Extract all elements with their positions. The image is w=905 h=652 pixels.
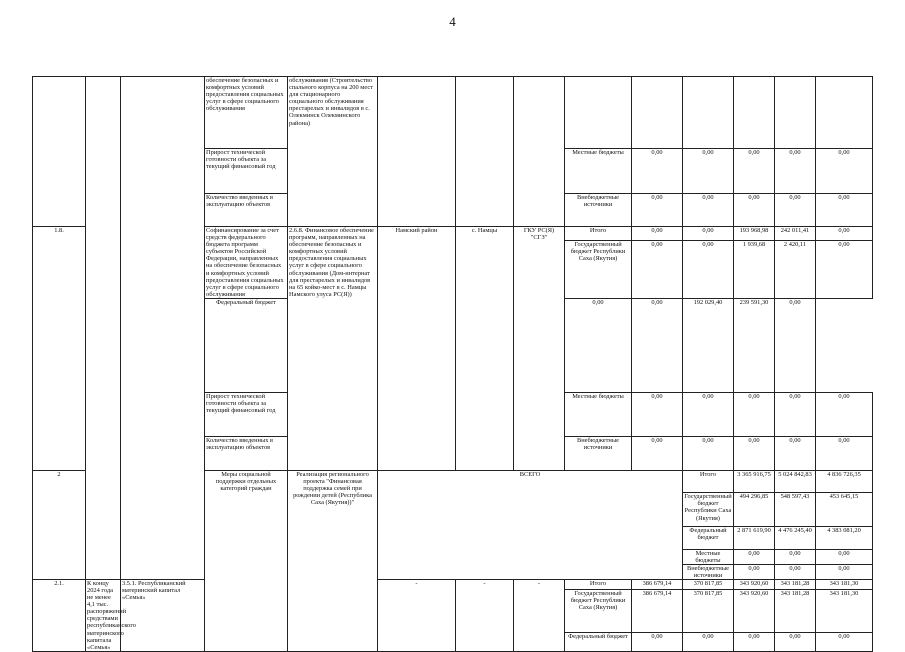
value-cell: 0,00 — [775, 549, 816, 564]
value-cell: 193 968,98 — [734, 227, 775, 241]
total-all-label: ВСЕГО — [378, 470, 683, 579]
source-label: Федеральный бюджет — [565, 632, 632, 651]
value-cell: 2 871 619,90 — [734, 527, 775, 549]
value-cell: 0,00 — [632, 436, 683, 470]
source-label: Федеральный бюджет — [683, 527, 734, 549]
value-cell: 2 420,11 — [775, 240, 816, 298]
value-cell: 0,00 — [816, 549, 873, 564]
source-label: Итого — [565, 227, 632, 241]
source-empty — [565, 77, 632, 149]
value-cell: 343 920,60 — [734, 579, 775, 589]
value-cell: 0,00 — [683, 632, 734, 651]
value-cell: 0,00 — [683, 436, 734, 470]
value-cell: 0,00 — [683, 227, 734, 241]
source-label: Внебюджетные источники — [565, 194, 632, 227]
value-cell: 370 817,85 — [683, 579, 734, 589]
executor: ГКУ РС(Я) "СГЗ" — [514, 227, 565, 471]
source-label: Итого — [565, 579, 632, 589]
value-cell: 0,00 — [734, 564, 775, 579]
value-cell: 0,00 — [632, 227, 683, 241]
row-number: 1.8. — [33, 227, 86, 471]
measure-text: обслуживания (Строительство спального корпуса на 200 мест для стационарного социального обслуживания престарелых и инвалидов в с. Олекминск Олекминского района) — [288, 77, 378, 227]
value-cell: 0,00 — [632, 194, 683, 227]
measures-text: Меры социальной поддержки отдельных категорий граждан — [205, 470, 288, 651]
value-cell: 0,00 — [775, 436, 816, 470]
row-num-cell — [33, 77, 86, 227]
value-cell: 3 365 916,75 — [734, 470, 775, 492]
goal-text: Софинансирование за счет средств федерального бюджета программ субъектов Российской Федерации, направленных на обеспечение безопасных и комфортных условий предоставления социальных услуг в сфере социального обслуживания — [205, 227, 288, 299]
value-cell: 0,00 — [734, 549, 775, 564]
source-label: Государственный бюджет Республики Саха (Якутия) — [683, 493, 734, 527]
value-cell: 1 939,68 — [734, 240, 775, 298]
value-cell: 242 011,41 — [775, 227, 816, 241]
source-label: Местные бюджеты — [683, 549, 734, 564]
value-cell: 0,00 — [632, 392, 683, 436]
value-cell: 0,00 — [683, 240, 734, 298]
source-label: Государственный бюджет Республики Саха (Якутия) — [565, 590, 632, 633]
value-cell: 192 029,40 — [683, 298, 734, 392]
goal-text: К концу 2024 года не менее 4,1 тыс. распоряжений средствами республиканского материнского капитала «Семья» — [87, 579, 136, 651]
value-cell: 386 679,14 — [632, 590, 683, 633]
place: - — [456, 579, 514, 651]
value-cell: 453 645,15 — [816, 493, 873, 527]
row-number: 2.1. — [33, 579, 86, 651]
goal-text: Количество введенных в эксплуатацию объектов — [205, 194, 288, 227]
value-cell: 0,00 — [734, 632, 775, 651]
value-cell: 0,00 — [816, 149, 873, 194]
section-cell — [86, 77, 121, 580]
place-cell — [456, 77, 514, 227]
value-cell: 494 296,85 — [734, 493, 775, 527]
value-cell: 0,00 — [816, 632, 873, 651]
source-label: Федеральный бюджет — [205, 298, 288, 392]
value-cell: 0,00 — [734, 436, 775, 470]
executor: - — [514, 579, 565, 651]
place: с. Намцы — [456, 227, 514, 471]
value-cell: 0,00 — [775, 392, 816, 436]
district-cell — [378, 77, 456, 227]
value-cell: 343 181,30 — [816, 590, 873, 633]
value-cell: 4 383 081,20 — [816, 527, 873, 549]
value-cell: 4 476 245,40 — [775, 527, 816, 549]
value-cell: 0,00 — [816, 194, 873, 227]
district: Намский район — [378, 227, 456, 471]
value-cell: 548 597,43 — [775, 493, 816, 527]
value-cell: 343 181,28 — [775, 579, 816, 589]
source-label: Внебюджетные источники — [565, 436, 632, 470]
measure-text: 3.5.1. Республиканский материнский капитал «Семья» — [121, 579, 205, 651]
goal-text: обеспечение безопасных и комфортных условий предоставления социальных услуг в сфере социального обслуживания — [205, 77, 288, 149]
value-cell: 0,00 — [775, 149, 816, 194]
goal-text: Прирост технической готовности объекта за текущий финансовый год — [205, 149, 288, 194]
measure-text: 2.6.8. Финансовое обеспечение программ, направленных на обеспечение безопасных и комфортных условий предоставления социальных услуг в сфере социального обслуживания (Дом-интернат для престарелых и инвалидов на 65 койко-мест в с. Намцы Намского улуса РС(Я)) — [288, 227, 378, 471]
value-cell: 343 181,30 — [816, 579, 873, 589]
value-cell: 239 591,30 — [734, 298, 775, 392]
value-cell: 0,00 — [816, 564, 873, 579]
source-label: Внебюджетные источники — [683, 564, 734, 579]
value-cell: 0,00 — [775, 194, 816, 227]
value-cell: 0,00 — [734, 194, 775, 227]
page-number: 4 — [449, 14, 456, 29]
value-cell: 0,00 — [775, 298, 816, 392]
value-cell: 0,00 — [775, 632, 816, 651]
value-cell: 0,00 — [816, 227, 873, 241]
value-cell: 0,00 — [816, 436, 873, 470]
row-number: 2 — [33, 470, 86, 579]
value-cell: 4 836 726,35 — [816, 470, 873, 492]
value-cell: 5 024 842,83 — [775, 470, 816, 492]
goal-text: Количество введенных в эксплуатацию объектов — [205, 436, 288, 470]
value-cell: 0,00 — [632, 240, 683, 298]
value-cell: 343 181,28 — [775, 590, 816, 633]
value-cell: 343 920,60 — [734, 590, 775, 633]
value-cell: 0,00 — [683, 392, 734, 436]
source-label: Местные бюджеты — [565, 149, 632, 194]
value-cell: 0,00 — [632, 298, 683, 392]
source-label: Местные бюджеты — [565, 392, 632, 436]
value-cell: 0,00 — [683, 149, 734, 194]
district: - — [378, 579, 456, 651]
project-cell — [121, 77, 205, 580]
value-cell: 370 817,85 — [683, 590, 734, 633]
value-cell: 0,00 — [565, 298, 632, 392]
program-table — [32, 76, 873, 652]
value-cell: 0,00 — [632, 149, 683, 194]
source-label: Государственный бюджет Республики Саха (Якутия) — [565, 240, 632, 298]
project-text: Реализация регионального проекта "Финансовая поддержка семей при рождении детей (Республика Саха (Якутия))" — [288, 470, 378, 651]
source-label: Итого — [683, 470, 734, 492]
value-cell: 0,00 — [734, 392, 775, 436]
value-cell: 0,00 — [632, 632, 683, 651]
goal-text: Прирост технической готовности объекта за текущий финансовый год — [205, 392, 288, 436]
value-cell: 0,00 — [734, 149, 775, 194]
value-cell: 0,00 — [816, 392, 873, 436]
value-cell: 386 679,14 — [632, 579, 683, 589]
executor-cell — [514, 77, 565, 227]
value-cell: 0,00 — [775, 564, 816, 579]
value-cell: 0,00 — [816, 240, 873, 298]
value-cell: 0,00 — [683, 194, 734, 227]
